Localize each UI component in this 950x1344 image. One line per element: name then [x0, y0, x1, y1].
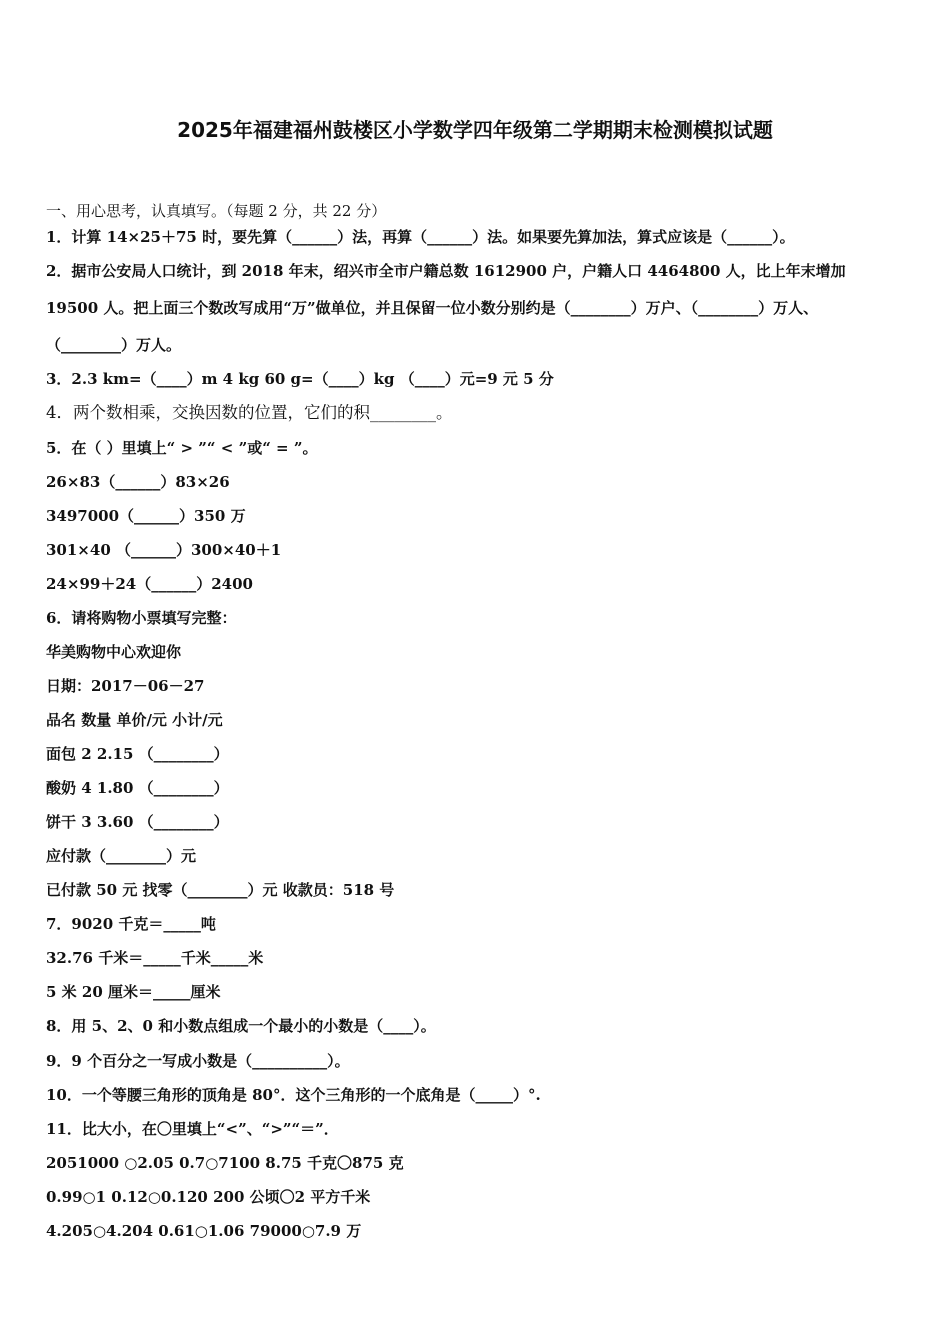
receipt-date: 日期：2017－06－27	[46, 677, 205, 695]
question-8: 8．用 5、2、0 和小数点组成一个最小的小数是（____）。	[46, 1017, 436, 1035]
compare-row: 4.205○4.204 0.61○1.06 79000○7.9 万	[46, 1222, 362, 1240]
receipt-columns: 品名 数量 单价/元 小计/元	[46, 711, 223, 729]
question-9: 9．9 个百分之一写成小数是（__________）。	[46, 1052, 350, 1070]
question-10: 10．一个等腰三角形的顶角是 80°．这个三角形的一个底角是（_____）°.	[46, 1086, 541, 1104]
question-1: 1．计算 14×25＋75 时，要先算（______）法，再算（______）法。如果要先算加法，算式应该是（______）。	[46, 228, 795, 246]
receipt-row: 酸奶 4 1.80 （________）	[46, 779, 229, 797]
question-2-line-3: （________）万人。	[46, 336, 182, 354]
question-2-line-2: 19500 人。把上面三个数改写成用“万”做单位，并且保留一位小数分别约是（________）万户、（________）万人、	[46, 299, 819, 317]
compare-item: 26×83（______）83×26	[46, 473, 230, 491]
question-11: 11．比大小，在〇里填上“<”、“>”“＝”．	[46, 1120, 339, 1138]
receipt-paid: 已付款 50 元 找零（________）元 收款员：518 号	[46, 881, 395, 899]
page-title: 2025年福建福州鼓楼区小学数学四年级第二学期期末检测模拟试题	[177, 118, 773, 142]
question-3: 3．2.3 km=（____）m 4 kg 60 g=（____）kg （____）元=9 元 5 分	[46, 370, 554, 388]
receipt-row: 面包 2 2.15 （________）	[46, 745, 229, 763]
receipt-header: 华美购物中心欢迎你	[46, 643, 182, 661]
question-2-line-1: 2．据市公安局人口统计，到 2018 年末，绍兴市全市户籍总数 1612900 户，户籍人口 4464800 人，比上年末增加	[46, 262, 846, 280]
conversion-item: 32.76 千米＝_____千米_____米	[46, 949, 264, 967]
question-6: 6．请将购物小票填写完整：	[46, 609, 237, 627]
receipt-row: 饼干 3 3.60 （________）	[46, 813, 229, 831]
compare-row: 2051000 ○2.05 0.7○7100 8.75 千克〇875 克	[46, 1154, 404, 1172]
receipt-total: 应付款（________）元	[46, 847, 197, 865]
question-5: 5．在（ ）里填上“ > ”“ < ”或“ = ”。	[46, 439, 318, 457]
compare-item: 301×40 （______）300×40＋1	[46, 541, 282, 559]
question-7: 7．9020 千克＝_____吨	[46, 915, 216, 933]
compare-item: 24×99＋24（______）2400	[46, 575, 253, 593]
compare-row: 0.99○1 0.12○0.120 200 公顷〇2 平方千米	[46, 1188, 371, 1206]
question-4: 4．两个数相乘，交换因数的位置，它们的积________。	[46, 403, 453, 422]
compare-item: 3497000（______）350 万	[46, 507, 246, 525]
section-heading: 一、用心思考，认真填写。（每题 2 分，共 22 分）	[46, 202, 387, 220]
conversion-item: 5 米 20 厘米＝_____厘米	[46, 983, 221, 1001]
